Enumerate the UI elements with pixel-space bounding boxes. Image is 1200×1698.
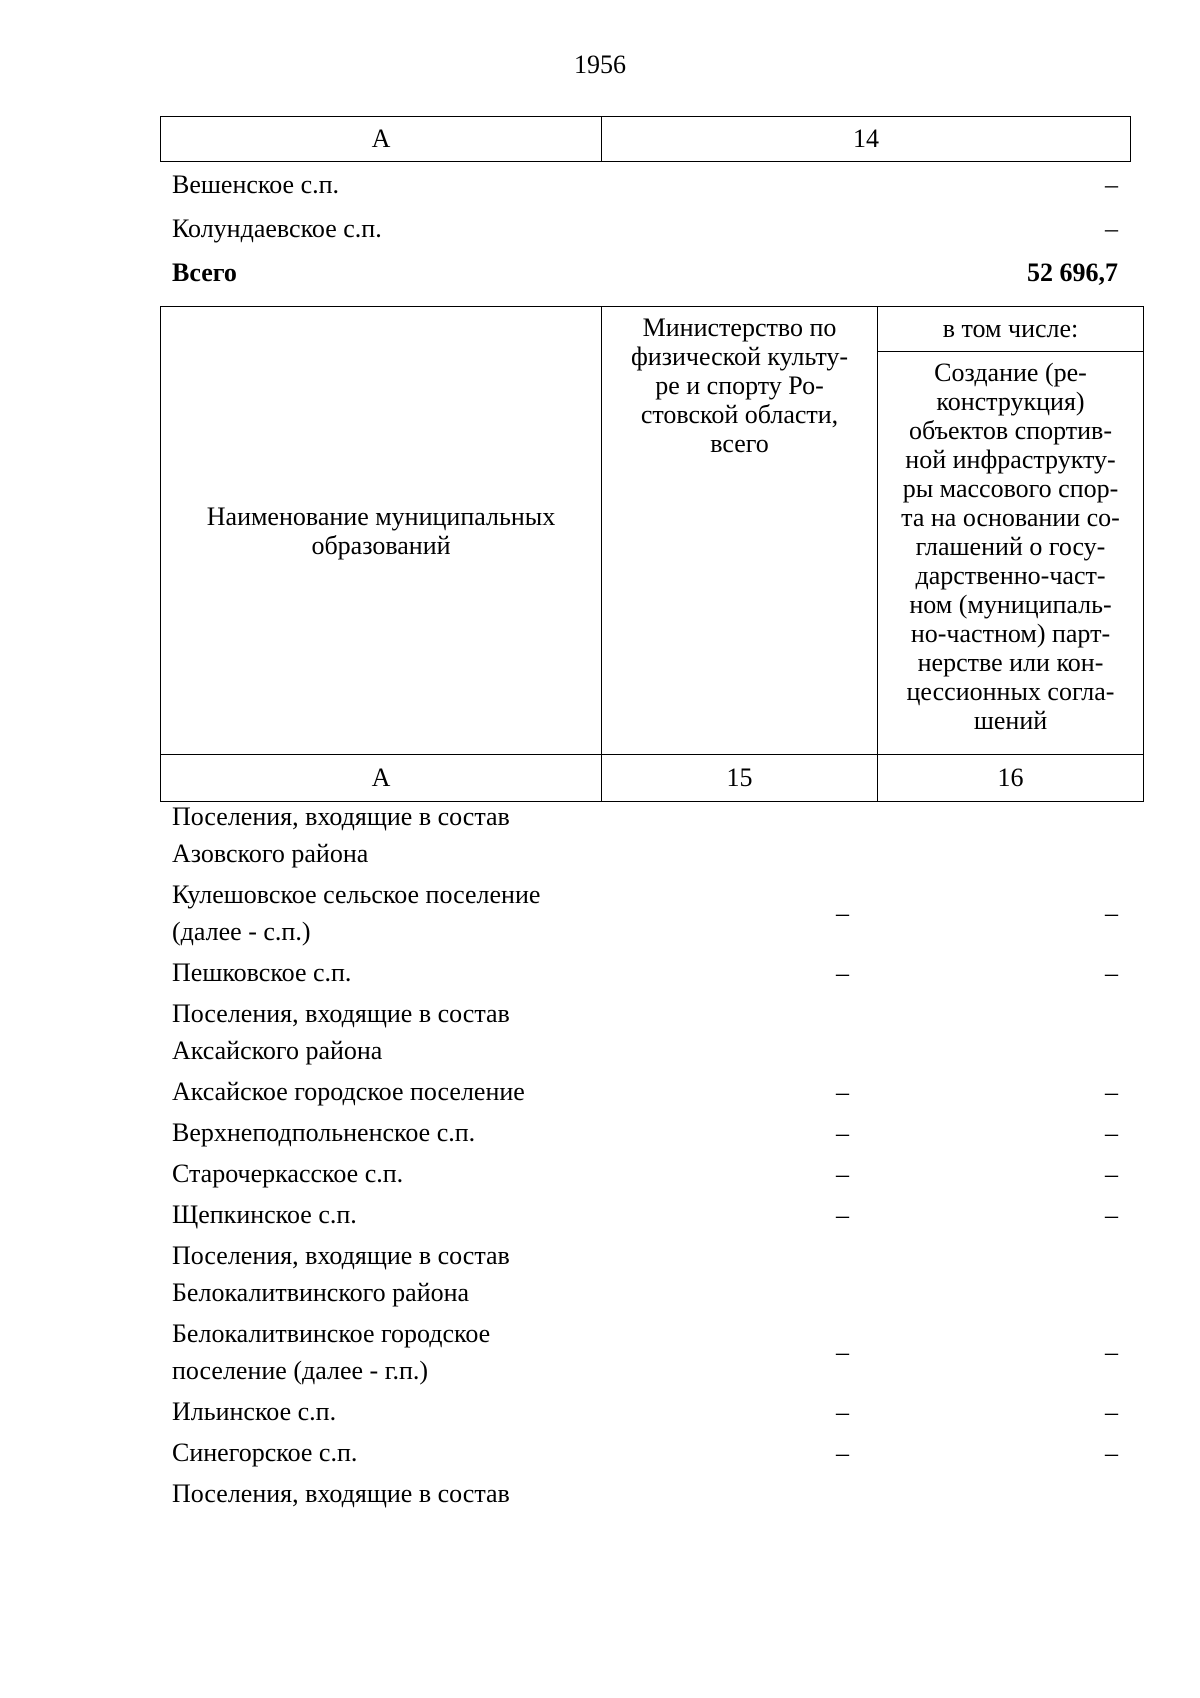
row-name: Верхнеподпольненское с.п. <box>172 1118 476 1147</box>
row-value-15: – <box>836 1397 849 1426</box>
row-name: Аксайское городское поселение <box>172 1077 525 1106</box>
row-value-15: – <box>836 1118 849 1147</box>
table2-name-column-header: Наименование муниципальных образований <box>161 307 602 755</box>
total-value: 52 696,7 <box>1027 258 1118 287</box>
row-value-16: – <box>1105 898 1118 928</box>
table2-num-a: А <box>161 755 602 802</box>
row-name: Поселения, входящие в состав Белокалитвинского района <box>172 1241 510 1307</box>
table-row <box>172 1194 1118 1235</box>
row-value-16: – <box>1105 1159 1118 1188</box>
table2-num-15: 15 <box>602 755 878 802</box>
table-row <box>172 993 1118 1071</box>
table-row <box>172 796 1118 874</box>
table1-body <box>172 163 1118 295</box>
table1-header <box>160 116 1131 162</box>
row-value-15: – <box>836 1438 849 1467</box>
row-name: Пешковское с.п. <box>172 958 352 987</box>
table2-col-16-title: Создание (ре- конструкция) объектов спортив- ной инфраструкту- ры массового спор- та на основании со- глашений о госу- дарственно-част- ном (муниципаль- но-частном) парт- нерстве или кон- цессионных согла- шений <box>878 352 1144 755</box>
table1-col-a-header: А <box>161 117 602 162</box>
page-number: 1956 <box>574 50 626 79</box>
row-name: Белокалитвинское городское поселение (далее - г.п.) <box>172 1319 491 1385</box>
table2-header <box>160 306 1144 802</box>
table-row <box>172 1313 1118 1391</box>
table2-including-header: в том числе: <box>878 307 1144 352</box>
row-value-16: – <box>1105 1077 1118 1106</box>
table-row <box>172 1153 1118 1194</box>
row-value-15: – <box>836 958 849 987</box>
table-row <box>172 207 1118 251</box>
row-value-16: – <box>1105 1200 1118 1229</box>
row-value-16: – <box>1105 958 1118 987</box>
row-name: Поселения, входящие в состав Азовского района <box>172 802 510 868</box>
row-name: Вешенское с.п. <box>172 170 340 199</box>
table-row <box>172 952 1118 993</box>
table-row <box>172 1432 1118 1473</box>
table-row <box>172 1391 1118 1432</box>
row-value-15: – <box>836 898 849 928</box>
row-value-16: – <box>1105 1397 1118 1426</box>
row-value: – <box>1105 214 1118 243</box>
table2-num-16: 16 <box>878 755 1144 802</box>
table2-col-15-title: Министерство по физической культу- ре и спорту Ро- стовской области, всего <box>602 307 878 755</box>
row-value: – <box>1105 170 1118 199</box>
row-value-15: – <box>836 1077 849 1106</box>
table-row <box>172 1071 1118 1112</box>
table-row <box>172 163 1118 207</box>
row-name: Щепкинское с.п. <box>172 1200 357 1229</box>
total-row <box>172 251 1118 295</box>
row-value-15: – <box>836 1159 849 1188</box>
table-row <box>172 1235 1118 1313</box>
row-name: Поселения, входящие в состав Аксайского района <box>172 999 510 1065</box>
row-name: Старочеркасское с.п. <box>172 1159 404 1188</box>
row-value-15: – <box>836 1200 849 1229</box>
table1-col-14-header: 14 <box>602 117 1131 162</box>
row-value-15: – <box>836 1337 849 1367</box>
table2-body <box>172 796 1118 1514</box>
total-label: Всего <box>172 258 237 287</box>
row-value-16: – <box>1105 1337 1118 1367</box>
row-name: Синегорское с.п. <box>172 1438 358 1467</box>
row-name: Колундаевское с.п. <box>172 214 382 243</box>
table-row <box>172 1473 1118 1514</box>
row-name: Кулешовское сельское поселение (далее - с.п.) <box>172 880 541 946</box>
table-row <box>172 1112 1118 1153</box>
row-value-16: – <box>1105 1118 1118 1147</box>
table-row <box>172 874 1118 952</box>
row-value-16: – <box>1105 1438 1118 1467</box>
row-name: Поселения, входящие в состав <box>172 1479 510 1508</box>
row-name: Ильинское с.п. <box>172 1397 337 1426</box>
